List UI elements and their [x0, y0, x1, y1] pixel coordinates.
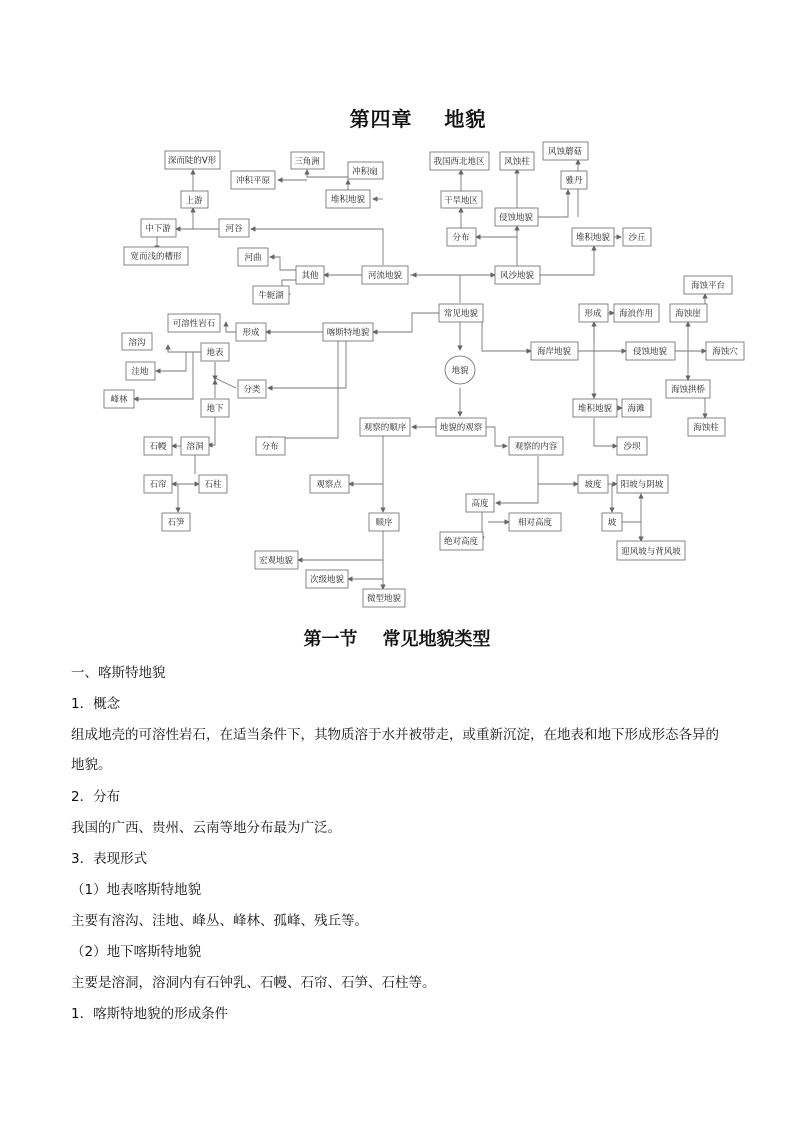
svg-text:我国西北地区: 我国西北地区 [433, 157, 485, 167]
node-n6 [291, 152, 324, 169]
svg-text:峰林: 峰林 [110, 395, 128, 405]
node-n56 [310, 475, 349, 493]
svg-text:相对高度: 相对高度 [517, 518, 553, 528]
node-n12 [253, 286, 289, 304]
node-n30 [201, 343, 229, 361]
mindmap-nodes [104, 142, 744, 607]
node-n59 [306, 570, 348, 588]
node-n60 [363, 589, 405, 607]
svg-text:地貌的观察: 地貌的观察 [439, 423, 483, 433]
svg-text:河流地貌: 河流地貌 [367, 271, 403, 281]
node-n57 [369, 513, 399, 531]
subheading-underground-karst: （2）地下喀斯特地貌 [71, 944, 202, 960]
svg-text:河曲: 河曲 [244, 253, 262, 263]
subheading-concept: 1．概念 [71, 696, 121, 712]
node-n40 [256, 437, 285, 455]
svg-text:石幔: 石幔 [149, 442, 167, 452]
svg-text:顺序: 顺序 [375, 518, 393, 528]
node-n24 [439, 304, 483, 322]
node-n63 [602, 513, 622, 531]
node-n44 [626, 342, 675, 360]
svg-text:中下游: 中下游 [145, 224, 171, 234]
paragraph-distribution: 我国的广西、贵州、云南等地分布最为广泛。 [71, 820, 341, 836]
node-n42 [614, 304, 659, 322]
svg-text:绝对高度: 绝对高度 [443, 537, 479, 547]
svg-text:地表: 地表 [206, 348, 224, 358]
node-n9 [326, 190, 370, 208]
subheading-distribution: 2．分布 [71, 789, 121, 805]
node-n46 [684, 276, 732, 294]
svg-text:风蚀蘑菇: 风蚀蘑菇 [547, 147, 583, 157]
node-n18 [441, 191, 482, 208]
subheading-forms: 3．表现形式 [71, 851, 148, 867]
svg-text:观察的顺序: 观察的顺序 [363, 423, 407, 433]
node-n54 [360, 418, 410, 436]
node-n38 [199, 475, 227, 493]
svg-text:石柱: 石柱 [204, 480, 222, 490]
node-n31 [126, 362, 155, 380]
node-n48 [666, 380, 710, 398]
svg-text:石笋: 石笋 [167, 518, 185, 528]
svg-text:喀斯特地貌: 喀斯特地貌 [326, 328, 370, 338]
svg-text:观察点: 观察点 [316, 480, 342, 490]
svg-text:常见地貌: 常见地貌 [443, 309, 479, 319]
node-n37 [144, 475, 172, 493]
svg-text:海滩: 海滩 [627, 404, 645, 414]
svg-text:牛轭湖: 牛轭湖 [258, 291, 284, 301]
svg-text:雅丹: 雅丹 [565, 176, 583, 186]
svg-text:高度: 高度 [471, 499, 489, 509]
node-n32 [238, 380, 266, 398]
svg-text:风沙地貌: 风沙地貌 [499, 271, 535, 281]
svg-text:侵蚀地貌: 侵蚀地貌 [498, 213, 534, 223]
svg-text:分布: 分布 [452, 233, 470, 243]
svg-text:海岸地貌: 海岸地貌 [536, 347, 572, 357]
heading-karst: 一、喀斯特地貌 [71, 665, 166, 681]
node-n43 [531, 342, 578, 360]
node-n8 [348, 162, 383, 179]
node-n66 [509, 513, 561, 531]
svg-text:海蚀穴: 海蚀穴 [712, 347, 738, 357]
svg-text:分类: 分类 [243, 385, 261, 395]
node-n16 [543, 142, 588, 160]
node-n17 [561, 171, 587, 189]
node-n50 [573, 399, 617, 417]
svg-text:宽而浅的槽形: 宽而浅的槽形 [130, 252, 182, 262]
node-n62 [617, 475, 668, 493]
svg-text:坡度: 坡度 [584, 480, 602, 490]
node-n51 [622, 399, 651, 417]
paragraph-surface-karst: 主要有溶沟、洼地、峰丛、峰林、孤峰、残丘等。 [71, 913, 368, 929]
svg-text:分布: 分布 [261, 442, 279, 452]
svg-text:洼地: 洼地 [131, 367, 149, 377]
node-n21 [572, 228, 614, 246]
svg-text:海蚀拱桥: 海蚀拱桥 [670, 385, 706, 395]
node-n35 [144, 437, 172, 455]
subheading-formation-conditions: 1．喀斯特地貌的形成条件 [71, 1006, 229, 1022]
node-n49 [688, 418, 725, 436]
svg-text:溶洞: 溶洞 [186, 442, 204, 452]
paragraph-concept: 组成地壳的可溶性岩石，在适当条件下，其物质溶于水并被带走，或重新沉淀，在地表和地下形成形态各异的地貌。 [71, 727, 719, 773]
node-n41 [579, 304, 608, 322]
node-n20 [447, 228, 476, 246]
svg-text:深而陡的V形: 深而陡的V形 [167, 156, 217, 166]
node-n13 [362, 266, 408, 284]
svg-text:侵蚀地貌: 侵蚀地貌 [632, 347, 668, 357]
section-title: 第一节 常见地貌类型 [303, 629, 491, 650]
node-n47 [706, 342, 744, 360]
node-n10 [238, 248, 268, 266]
svg-text:地貌: 地貌 [451, 366, 469, 376]
svg-text:地下: 地下 [206, 404, 224, 414]
svg-text:沙丘: 沙丘 [628, 233, 646, 243]
node-n26 [168, 314, 220, 332]
node-n52 [617, 437, 647, 455]
svg-text:干旱地区: 干旱地区 [443, 196, 479, 206]
node-n2 [181, 191, 208, 208]
node-n45 [670, 304, 707, 322]
node-n39 [162, 513, 190, 531]
paragraph-underground-karst: 主要是溶洞，溶洞内有石钟乳、石幔、石帘、石笋、石柱等。 [71, 975, 436, 991]
node-n65 [466, 494, 494, 512]
svg-text:形成: 形成 [242, 328, 260, 338]
svg-text:阳坡与阴坡: 阳坡与阴坡 [620, 480, 664, 490]
svg-text:坡: 坡 [607, 518, 617, 528]
node-n25 [445, 356, 475, 384]
node-n27 [236, 323, 266, 341]
svg-text:沙坝: 沙坝 [623, 442, 641, 452]
node-n29 [122, 333, 152, 350]
node-n34 [201, 399, 229, 417]
node-n11 [296, 266, 324, 284]
svg-text:观察的内容: 观察的内容 [514, 442, 558, 452]
node-n55 [509, 437, 563, 455]
node-n4 [124, 247, 188, 265]
node-n67 [440, 532, 483, 550]
svg-text:风蚀柱: 风蚀柱 [504, 157, 530, 167]
svg-text:上游: 上游 [185, 196, 203, 206]
node-n22 [623, 228, 651, 246]
svg-text:形成: 形成 [584, 309, 602, 319]
node-n1 [165, 151, 220, 169]
svg-text:三角洲: 三角洲 [294, 157, 320, 167]
svg-text:次级地貌: 次级地貌 [309, 575, 345, 585]
node-n15 [500, 152, 534, 170]
node-n53 [436, 418, 486, 436]
svg-text:海蚀平台: 海蚀平台 [690, 281, 726, 291]
node-n3 [141, 219, 176, 237]
node-n33 [104, 390, 134, 408]
chapter-title: 第四章 地貌 [349, 107, 487, 131]
svg-text:河谷: 河谷 [225, 224, 243, 234]
svg-text:石帘: 石帘 [149, 480, 167, 490]
svg-text:宏观地貌: 宏观地貌 [258, 556, 294, 566]
node-n36 [181, 437, 209, 455]
node-n28 [323, 323, 373, 341]
node-n19 [495, 208, 538, 226]
svg-text:海蚀崖: 海蚀崖 [675, 309, 701, 319]
svg-text:海蚀柱: 海蚀柱 [693, 423, 719, 433]
svg-text:冲积扇: 冲积扇 [352, 167, 378, 177]
node-n5 [219, 219, 249, 237]
node-n64 [617, 541, 685, 560]
svg-text:溶沟: 溶沟 [128, 338, 146, 348]
svg-text:冲积平原: 冲积平原 [235, 176, 271, 186]
node-n23 [495, 266, 540, 284]
svg-text:微型地貌: 微型地貌 [366, 594, 402, 604]
svg-text:堆积地貌: 堆积地貌 [330, 195, 366, 205]
svg-text:可溶性岩石: 可溶性岩石 [172, 319, 216, 329]
node-n61 [578, 475, 608, 493]
svg-text:迎风坡与背风坡: 迎风坡与背风坡 [621, 547, 681, 557]
svg-text:堆积地貌: 堆积地貌 [577, 404, 613, 414]
subheading-surface-karst: （1）地表喀斯特地貌 [71, 882, 202, 898]
svg-text:堆积地貌: 堆积地貌 [575, 233, 611, 243]
node-n14 [430, 152, 489, 170]
svg-text:海浪作用: 海浪作用 [618, 309, 654, 319]
node-n7 [231, 171, 275, 189]
svg-text:其他: 其他 [301, 271, 319, 281]
node-n58 [255, 551, 298, 569]
